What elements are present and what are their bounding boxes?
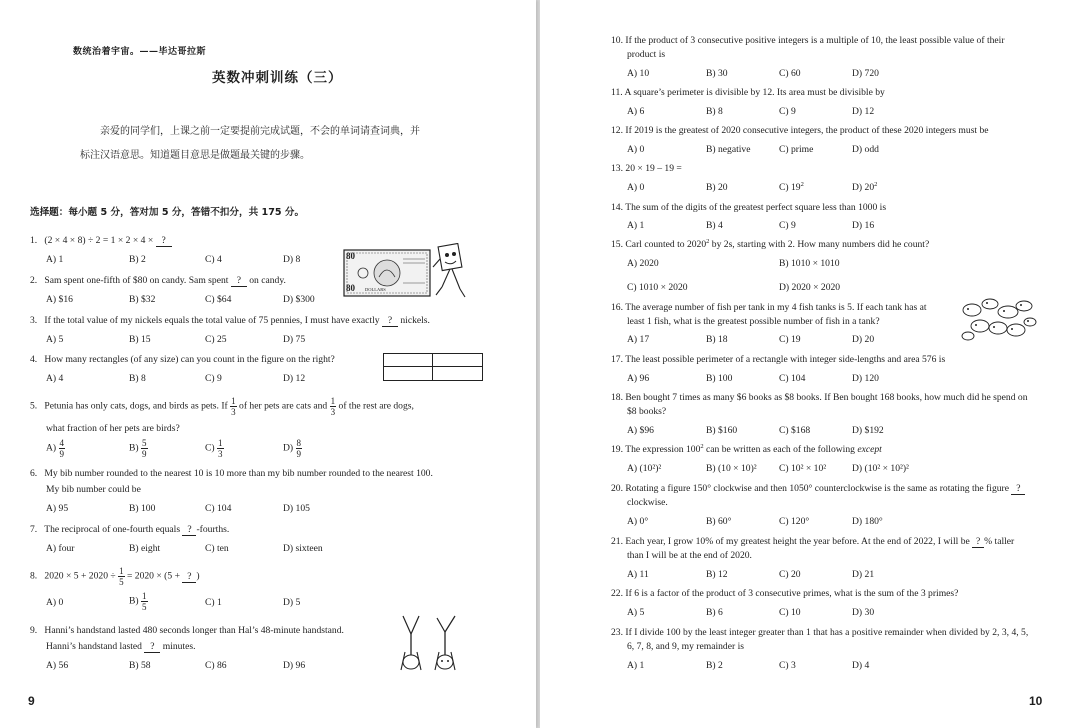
option-b[interactable]: B) 58 [129, 660, 151, 671]
question-20: 20. Rotating a figure 150° clockwise and then 1050° counterclockwise is the same as rotating the figure ? [611, 483, 1025, 495]
question-12: 12. If 2019 is the greatest of 2020 consecutive integers, the product of these 2020 integers must be [611, 125, 989, 136]
option-d[interactable]: D) odd [852, 144, 879, 155]
option-a[interactable]: A) 5 [46, 334, 64, 345]
answer-blank: ? [182, 571, 196, 583]
option-b[interactable]: B) (10 × 10)² [706, 463, 757, 474]
answer-blank: ? [382, 315, 398, 327]
answer-blank: ? [144, 641, 160, 653]
question-number: 1. [30, 235, 38, 246]
left-page [0, 0, 536, 728]
option-a[interactable]: A) 2020 [627, 258, 659, 269]
question-9: 9. Hanni’s handstand lasted 480 seconds longer than Hal’s 48-minute handstand. [30, 625, 344, 636]
question-19: 19. The expression $100^2$ can be written as each of the following except [611, 442, 882, 455]
question-5-line-2: what fraction of her pets are birds? [46, 423, 180, 434]
option-a[interactable]: A) $96 [627, 425, 654, 436]
answer-blank: ? [182, 524, 196, 536]
fraction: $\frac{1}{5}$ [119, 566, 124, 587]
option-a[interactable]: A) 56 [46, 660, 69, 671]
intro-line-2: 标注汉语意思。知道题目意思是做题最关键的步骤。 [80, 150, 310, 161]
question-18-line-2: $8 books? [627, 406, 667, 417]
option-c[interactable]: C) 4 [205, 254, 222, 265]
option-c[interactable]: C) $64 [205, 294, 232, 305]
question-17: 17. The least possible perimeter of a rectangle with integer side-lengths and area 576 is [611, 354, 946, 365]
option-b[interactable]: B) 60° [706, 516, 732, 527]
answer-blank: ? [1011, 483, 1025, 495]
question-text: (2 × 4 × 8) ÷ 2 = 1 × 2 × 4 × [44, 235, 156, 246]
option-d[interactable]: D) 5 [283, 597, 301, 608]
option-c[interactable]: C) 10² × 10² [779, 463, 827, 474]
option-b[interactable]: B) 8 [129, 373, 146, 384]
motto: 数统治着宇宙。——毕达哥拉斯 [73, 47, 207, 57]
question-13: 13. 20 × 19 – 19 = [611, 163, 682, 174]
option-b[interactable]: B) 15 [129, 334, 151, 345]
answer-blank: ? [156, 235, 172, 247]
question-14: 14. The sum of the digits of the greatest perfect square less than 1000 is [611, 202, 887, 213]
option-b[interactable]: B) 18 [706, 334, 728, 345]
rectangle-grid-figure [383, 353, 483, 381]
banknote-value-top: 80 [346, 251, 355, 261]
option-d[interactable]: D) 4 [852, 660, 870, 671]
option-b[interactable]: B) 12 [706, 569, 728, 580]
option-b[interactable]: B) 30 [706, 68, 728, 79]
fish-cluster-illustration [958, 292, 1038, 344]
option-c[interactable]: C) 86 [205, 660, 227, 671]
option-c[interactable]: C) 20 [779, 569, 801, 580]
option-d[interactable]: D) 105 [283, 503, 310, 514]
option-c[interactable]: C) 3 [779, 660, 796, 671]
question-7: 7. The reciprocal of one-fourth equals ? -fourths. [30, 524, 230, 535]
option-b[interactable]: B) negative [706, 144, 751, 155]
option-a[interactable]: A) 10 [627, 68, 650, 79]
option-a[interactable]: A) 95 [46, 503, 69, 514]
option-b[interactable]: B) $\frac{1}{5}$ [129, 591, 147, 612]
option-d[interactable]: D) sixteen [283, 543, 323, 554]
question-16: 16. The average number of fish per tank in my 4 fish tanks is 5. If each tank has at [611, 302, 927, 313]
question-16-line-2: least 1 fish, what is the greatest possible number of fish in a tank? [627, 316, 880, 327]
option-d[interactable]: D) $192 [852, 425, 884, 436]
question-23: 23. If I divide 100 by the least integer greater than 1 that has a positive remainder when divided by 2, 3, 4, 5, [611, 627, 1029, 638]
option-b[interactable]: B) eight [129, 543, 161, 554]
banknote-caption: DOLLARS [365, 287, 386, 292]
intro-line-1: 亲爱的同学们，上课之前一定要提前完成试题，不会的单词请查词典，并 [100, 126, 420, 137]
option-d[interactable]: D) $300 [283, 294, 315, 305]
question-11: 11. A square’s perimeter is divisible by 12. Its area must be divisible by [611, 87, 885, 98]
option-c[interactable]: C) 104 [205, 503, 232, 514]
option-d[interactable]: D) 21 [852, 569, 875, 580]
option-d[interactable]: D) 8 [283, 254, 301, 265]
option-a[interactable]: A) 0 [627, 182, 645, 193]
option-a[interactable]: A) 1 [627, 660, 645, 671]
answer-blank: ? [231, 275, 247, 287]
option-c[interactable]: C) 120° [779, 516, 810, 527]
cartoon-figure-running [432, 243, 468, 301]
option-b[interactable]: B) 6 [706, 607, 723, 618]
option-c[interactable]: C) 19 [779, 334, 801, 345]
question-21-line-2: than I will be at the end of 2020. [627, 550, 752, 561]
option-d[interactable]: D) 16 [852, 220, 875, 231]
question-6-line-2: My bib number could be [46, 484, 141, 495]
option-d[interactable]: D) 12 [852, 106, 875, 117]
option-b[interactable]: B) 100 [129, 503, 156, 514]
question-2: 2. Sam spent one-fifth of $80 on candy. Sam spent ? on candy. [30, 275, 286, 286]
option-a[interactable]: A) (10²)² [627, 463, 662, 474]
question-20-line-2: clockwise. [627, 497, 668, 508]
handstand-illustration [393, 612, 469, 674]
option-c[interactable]: C) 104 [779, 373, 806, 384]
option-c[interactable]: C) 9 [779, 220, 796, 231]
question-1 [30, 235, 172, 247]
fraction: $\frac{1}{3}$ [330, 396, 336, 417]
option-d[interactable]: D) 2020 × 2020 [779, 282, 841, 293]
option-c[interactable]: C) prime [779, 144, 814, 155]
option-c[interactable]: C) 10 [779, 607, 801, 618]
option-d[interactable]: D) 12 [283, 373, 306, 384]
option-d[interactable]: D) 180° [852, 516, 883, 527]
option-c[interactable]: C) $19^2$ [779, 180, 804, 193]
option-c[interactable]: C) 25 [205, 334, 227, 345]
option-d[interactable]: D) 75 [283, 334, 306, 345]
question-3: 3. If the total value of my nickels equals the total value of 75 pennies, I must have exactly ? nickels. [30, 315, 430, 326]
option-d[interactable]: D) 30 [852, 607, 875, 618]
banknote-value-bottom: 80 [346, 283, 355, 293]
page-number: 10 [1029, 694, 1043, 708]
fraction: $\frac{1}{3}$ [231, 396, 236, 417]
option-b[interactable]: B) 8 [706, 106, 723, 117]
question-10-line-2: product is [627, 49, 666, 60]
option-a[interactable]: A) 0° [627, 516, 649, 527]
option-d[interactable]: D) $\frac{8}{9}$ [283, 438, 302, 459]
option-c[interactable]: C) 1 [205, 597, 222, 608]
option-d[interactable]: D) 96 [283, 660, 306, 671]
option-a[interactable]: A) four [46, 543, 75, 554]
right-page [540, 0, 1080, 728]
option-b[interactable]: B) 2 [706, 660, 723, 671]
option-d[interactable]: D) 120 [852, 373, 879, 384]
option-a[interactable]: A) 5 [627, 607, 645, 618]
option-a[interactable]: A) $\frac{4}{9}$ [46, 438, 65, 459]
option-b[interactable]: B) 2 [129, 254, 146, 265]
section-heading: 选择题：每小题 5 分，答对加 5 分，答错不扣分，共 175 分。 [30, 207, 305, 218]
option-b[interactable]: B) $32 [129, 294, 156, 305]
question-4: 4. How many rectangles (of any size) can you count in the figure on the right? [30, 354, 335, 365]
question-5: 5. Petunia has only cats, dogs, and birds as pets. If $\frac{1}{3}$ of her pets are cats and $\frac{1}{3}$ of the rest are dogs, [30, 396, 414, 417]
question-23-line-2: 6, 7, 8, and 9, my remainder is [627, 641, 744, 652]
page-number: 9 [28, 694, 35, 708]
option-c[interactable]: C) $168 [779, 425, 811, 436]
option-b[interactable]: B) 4 [706, 220, 723, 231]
option-c[interactable]: C) $\frac{1}{3}$ [205, 438, 223, 459]
option-b[interactable]: B) 1010 × 1010 [779, 258, 840, 269]
page-title: 英数冲刺训练（三） [212, 70, 343, 86]
question-9-line-2: Hanni’s handstand lasted ? minutes. [46, 641, 196, 652]
option-c[interactable]: C) 1010 × 2020 [627, 282, 688, 293]
option-a[interactable]: A) 1 [46, 254, 64, 265]
question-18: 18. Ben bought 7 times as many $6 books as $8 books. If Ben bought 168 books, how much did he spend on [611, 392, 1028, 403]
option-a[interactable]: A) 11 [627, 569, 649, 580]
option-d[interactable]: D) 720 [852, 68, 879, 79]
question-10: 10. If the product of 3 consecutive positive integers is a multiple of 10, the least possible value of their [611, 35, 1005, 46]
option-c[interactable]: C) 60 [779, 68, 801, 79]
option-a[interactable]: A) 17 [627, 334, 650, 345]
question-8: 8. 2020 × 5 + 2020 ÷ $\frac{1}{5}$ = 2020 × (5 + ? ) [30, 566, 200, 587]
option-c[interactable]: C) 9 [205, 373, 222, 384]
option-a[interactable]: A) 4 [46, 373, 64, 384]
option-d[interactable]: D) (10² × 10²)² [852, 463, 909, 474]
question-6: 6. My bib number rounded to the nearest 10 is 10 more than my bib number rounded to the nearest 100. [30, 468, 433, 479]
question-22: 22. If 6 is a factor of the product of 3 consecutive primes, what is the sum of the 3 primes? [611, 588, 959, 599]
option-b[interactable]: B) $160 [706, 425, 738, 436]
option-c[interactable]: C) 9 [779, 106, 796, 117]
option-a[interactable]: A) $16 [46, 294, 73, 305]
option-a[interactable]: A) 96 [627, 373, 650, 384]
option-a[interactable]: A) 0 [627, 144, 645, 155]
answer-blank: ? [972, 536, 984, 548]
option-a[interactable]: A) 6 [627, 106, 645, 117]
option-b[interactable]: B) $\frac{5}{9}$ [129, 438, 147, 459]
option-a[interactable]: A) 1 [627, 220, 645, 231]
option-b[interactable]: B) 20 [706, 182, 728, 193]
option-b[interactable]: B) 100 [706, 373, 733, 384]
option-d[interactable]: D) $20^2$ [852, 180, 878, 193]
option-a[interactable]: A) 0 [46, 597, 64, 608]
question-15: 15. Carl counted to 2020$^2$ by 2s, starting with 2. How many numbers did he count? [611, 237, 930, 250]
banknote-illustration [343, 247, 431, 299]
option-d[interactable]: D) 20 [852, 334, 875, 345]
option-c[interactable]: C) ten [205, 543, 229, 554]
question-21: 21. Each year, I grow 10% of my greatest height the year before. At the end of 2022, I will be ? % taller [611, 536, 1015, 547]
